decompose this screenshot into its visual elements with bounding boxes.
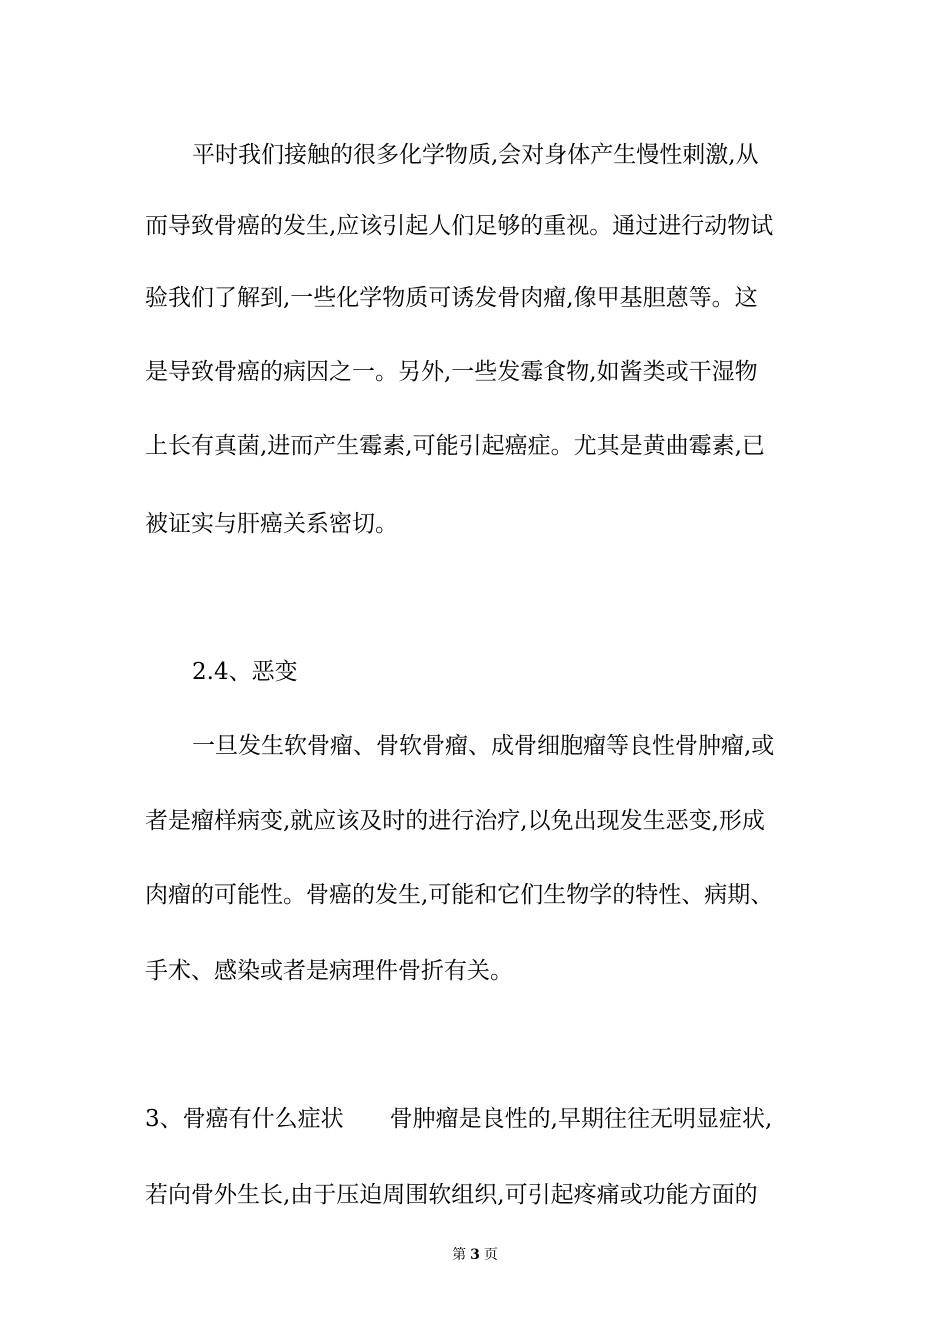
paragraph-2-line-3: 肉瘤的可能性。骨癌的发生,可能和它们生物学的特性、病期、 bbox=[145, 882, 774, 908]
page-number: 3 bbox=[470, 1247, 480, 1263]
section-3-line-2: 若向骨外生长,由于压迫周围软组织,可引起疼痛或功能方面的 bbox=[145, 1182, 758, 1208]
paragraph-1-line-5: 上长有真菌,进而产生霉素,可能引起癌症。尤其是黄曲霉素,已 bbox=[145, 433, 765, 459]
paragraph-2-line-2: 者是瘤样病变,就应该及时的进行治疗,以免出现发生恶变,形成 bbox=[145, 808, 765, 834]
footer-suffix: 页 bbox=[483, 1247, 498, 1263]
paragraph-1-line-3: 验我们了解到,一些化学物质可诱发骨肉瘤,像甲基胆蒽等。这 bbox=[145, 285, 758, 311]
paragraph-2-line-1: 一旦发生软骨瘤、骨软骨瘤、成骨细胞瘤等良性骨肿瘤,或 bbox=[192, 733, 775, 759]
section-3-line-1 bbox=[145, 1104, 810, 1134]
page-footer bbox=[0, 1246, 950, 1264]
paragraph-1-line-4: 是导致骨癌的病因之一。另外,一些发霉食物,如酱类或干湿物 bbox=[145, 359, 758, 385]
footer-prefix: 第 bbox=[452, 1247, 467, 1263]
paragraph-1-line-1: 平时我们接触的很多化学物质,会对身体产生慢性刺激,从 bbox=[192, 142, 759, 168]
paragraph-1-line-2: 而导致骨癌的发生,应该引起人们足够的重视。通过进行动物试 bbox=[145, 213, 774, 239]
section-2-4-heading: 2.4、恶变 bbox=[192, 659, 298, 685]
section-3-heading: 3、骨癌有什么症状 bbox=[145, 1106, 344, 1132]
paragraph-1-line-6: 被证实与肝癌关系密切。 bbox=[145, 511, 398, 537]
paragraph-2-line-4: 手术、感染或者是病理件骨折有关。 bbox=[145, 958, 513, 984]
section-3-line-1-text: 骨肿瘤是良性的,早期往往无明显症状, bbox=[389, 1106, 773, 1132]
